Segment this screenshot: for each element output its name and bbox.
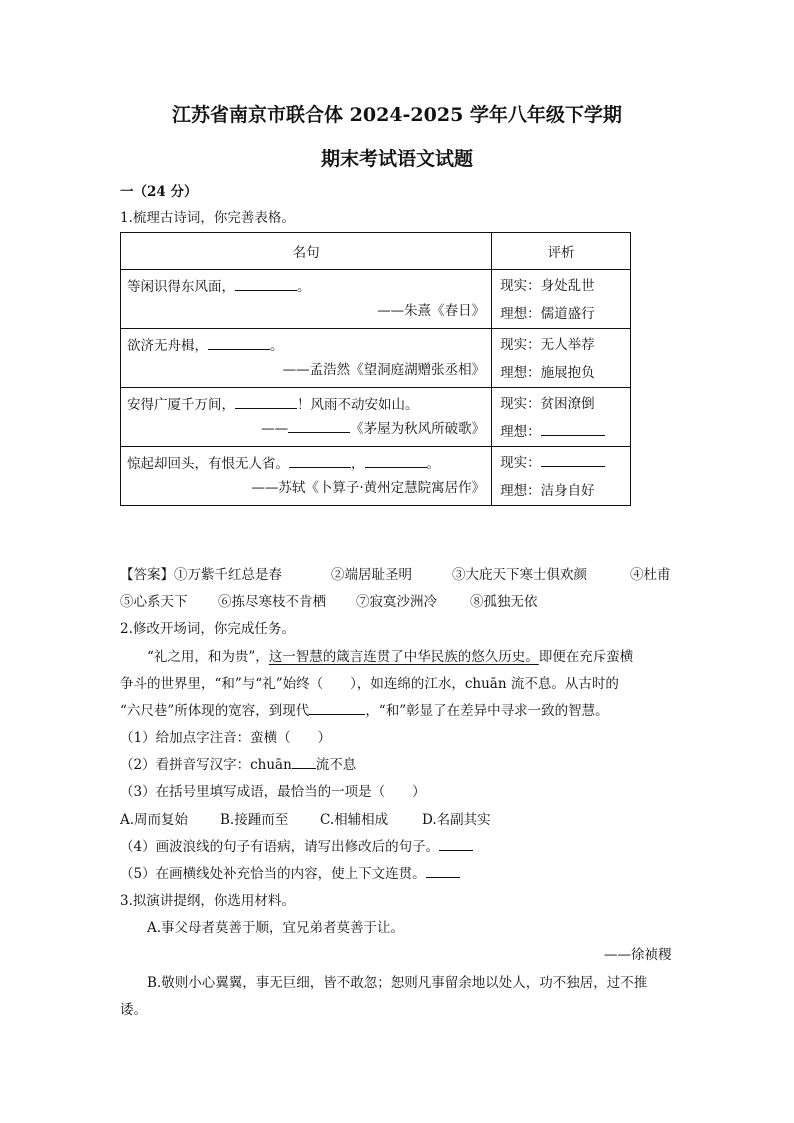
- verse-source: ——苏轼《卜算子·黄州定慧院寓居作》: [251, 480, 486, 496]
- answer-item: ④杜甫: [630, 567, 671, 583]
- wavy-sentence: 这一智慧的箴言连贯了中华民族的悠久历史。: [268, 649, 539, 665]
- answer-item: ⑦寂寞沙洲冷: [356, 594, 437, 610]
- table-row: 安得广厦千万间， ！风雨不动安如山。 —— 《茅屋为秋风所破歌》 现实：贫困潦倒 理想：: [121, 388, 631, 447]
- section-heading: 一（24 分）: [120, 184, 198, 200]
- sub-question: （1）给加点字注音：蛮横（ ）: [120, 730, 332, 746]
- answer-item: ⑧孤独无依: [470, 594, 538, 610]
- answer-item: ⑤心系天下: [120, 594, 188, 610]
- answer-item: ③大庇天下寒士俱欢颜: [452, 567, 587, 583]
- table-row: 等闲识得东风面， 。 ——朱熹《春日》 现实：身处乱世 理想：儒道盛行: [121, 270, 631, 329]
- option-c: C.相辅相成: [320, 812, 389, 828]
- verse-source: ——孟浩然《望洞庭湖赠张丞相》: [282, 362, 486, 378]
- answer-item: ⑥拣尽寒枝不肯栖: [218, 594, 326, 610]
- material-b: B.敬则小心翼翼，事无巨细，皆不敢忽；恕则凡事留余地以处人，功不独居，过不推: [147, 975, 648, 991]
- passage-line: 争斗的世界里，“和”与“礼”始终（ ），如连绵的江水，chuān 流不息。从古时的: [120, 676, 619, 692]
- question-2-prompt: 2.修改开场词，你完成任务。: [120, 621, 295, 637]
- question-1-prompt: 1.梳理古诗词，你完善表格。: [120, 210, 295, 226]
- option-d: D.名副其实: [422, 812, 491, 828]
- answer-line-1: 【答案】①万紫千红总是春: [120, 567, 282, 583]
- sub-question: （3）在括号里填写成语，最恰当的一项是（ ）: [120, 784, 426, 800]
- answer-item: ②端居耻圣明: [331, 567, 412, 583]
- table-row: 惊起却回头，有恨无人省。 ， 。 ——苏轼《卜算子·黄州定慧院寓居作》 现实： 理想：洁身自好: [121, 447, 631, 506]
- material-b-cont: 诿。: [120, 1002, 147, 1018]
- table-row: 欲济无舟楫， 。 ——孟浩然《望洞庭湖赠张丞相》 现实：无人举荐 理想：施展抱负: [121, 329, 631, 388]
- passage-line: “礼之用，和为贵”，这一智慧的箴言连贯了中华民族的悠久历史。即便在充斥蛮横: [147, 649, 634, 665]
- option-b: B.接踵而至: [220, 812, 289, 828]
- document-title-line1: 江苏省南京市联合体 2024-2025 学年八年级下学期: [172, 104, 622, 126]
- answer-label: 【答案】: [120, 567, 174, 583]
- sub-question: （5）在画横线处补充恰当的内容，使上下文连贯。: [120, 862, 460, 882]
- passage-line: “六尺巷”所体现的宽容，到现代 ，“和”彰显了在差异中寻求一致的智慧。: [120, 703, 609, 719]
- poetry-table: [120, 232, 631, 506]
- verse-source: ——朱熹《春日》: [377, 303, 486, 319]
- option-a: A.周而复始: [120, 812, 189, 828]
- verse-source: —— 《茅屋为秋风所破歌》: [261, 421, 486, 437]
- table-header-comment: 评析: [492, 233, 631, 270]
- material-a: A.事父母者莫善于顺，宜兄弟者莫善于让。: [147, 920, 405, 936]
- material-a-source: ——徐祯稷: [604, 947, 672, 963]
- question-3-prompt: 3.拟演讲提纲，你选用材料。: [120, 893, 295, 909]
- sub-question: （4）画波浪线的句子有语病，请写出修改后的句子。: [120, 835, 473, 855]
- document-title-line2: 期末考试语文试题: [320, 148, 473, 170]
- table-header-verse: 名句: [121, 233, 492, 270]
- sub-question: （2）看拼音写汉字：chuān 流不息: [120, 757, 357, 773]
